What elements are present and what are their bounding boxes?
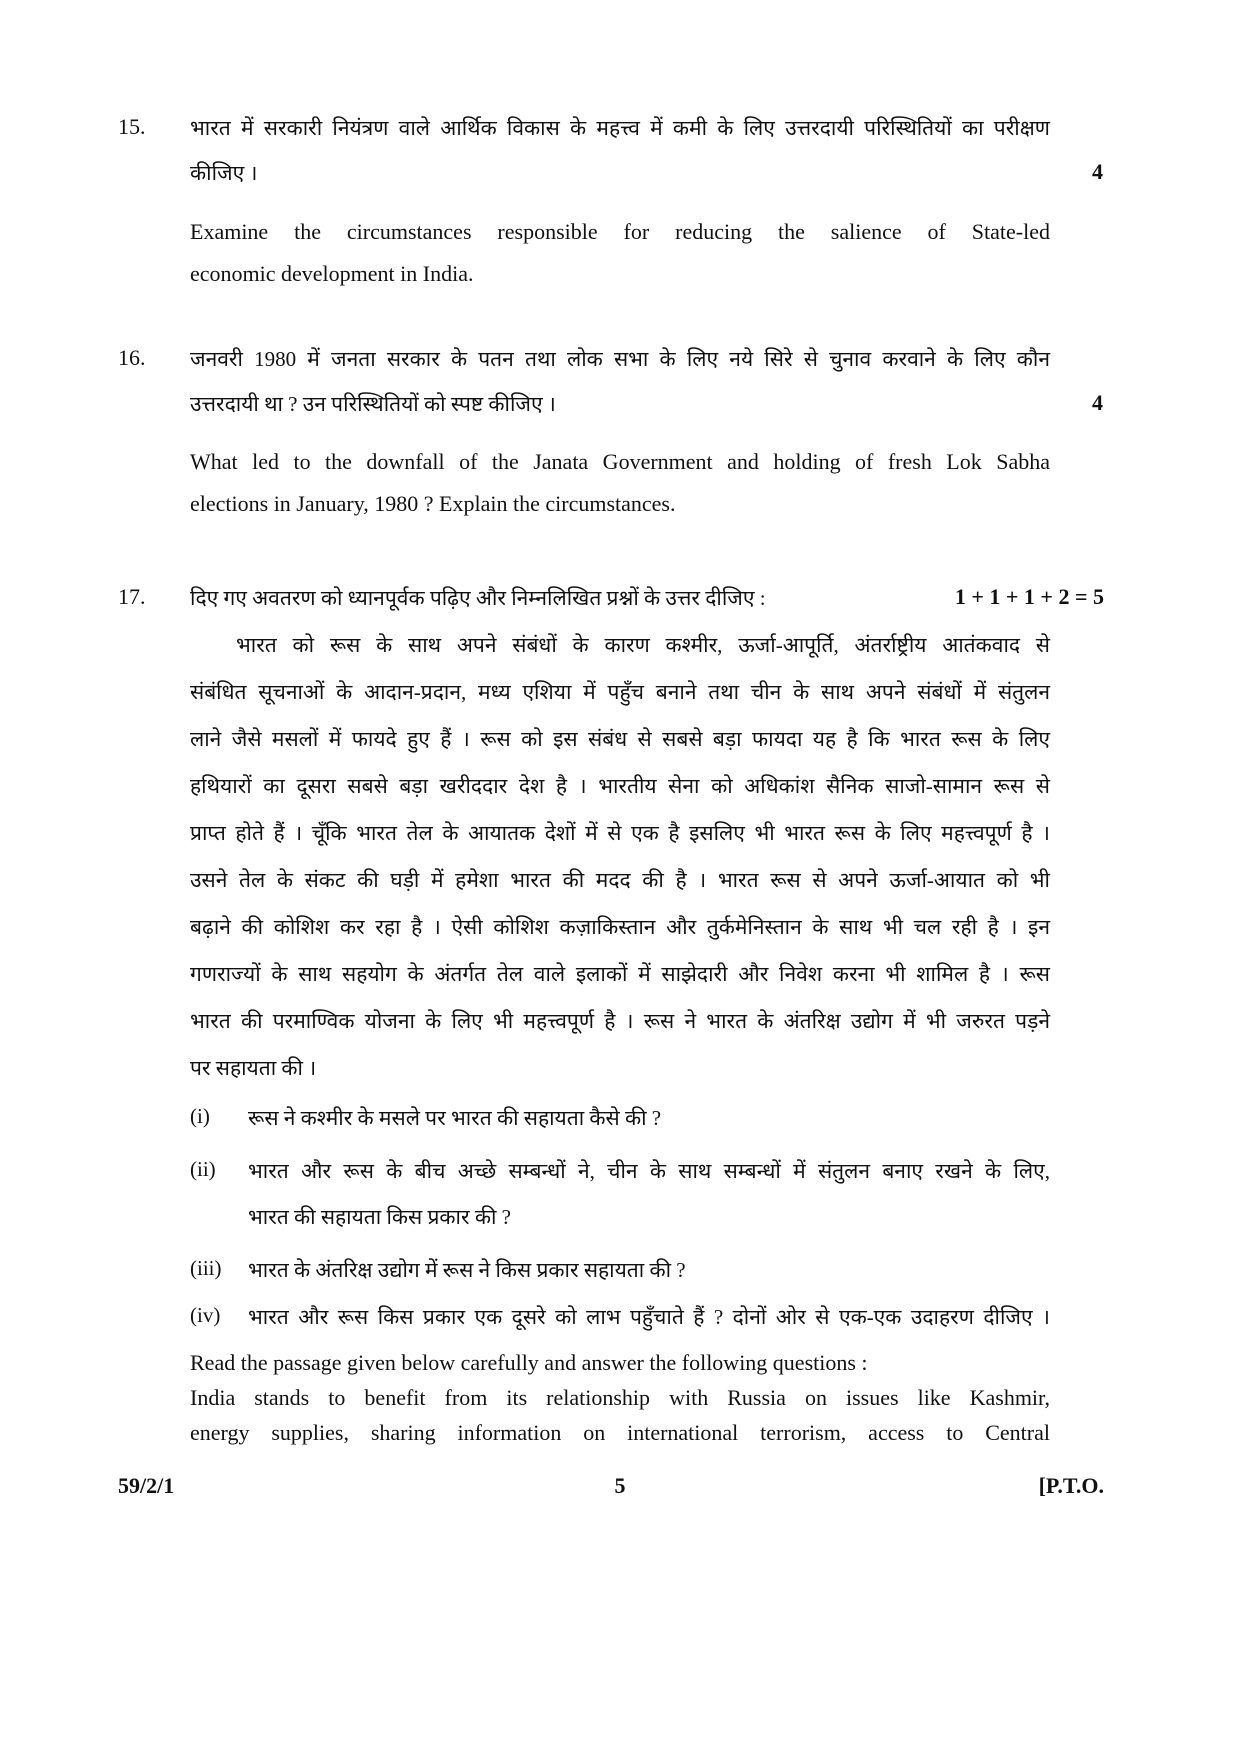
question-17-instruction: दिए गए अवतरण को ध्यानपूर्वक पढ़िए और निम्नलिखित प्रश्नों के उत्तर दीजिए : (190, 586, 766, 610)
sub-question-label: (ii) (190, 1157, 216, 1181)
sub-question-text: भारत और रूस के बीच अच्छे सम्बन्धों ने, चीन के साथ सम्बन्धों में संतुलन बनाए रखने के लिए, (248, 1159, 1050, 1183)
question-16-marks: 4 (1092, 390, 1103, 415)
passage-hindi-line: संबंधित सूचनाओं के आदान-प्रदान, मध्य एशिया में पहुँच बनाने तथा चीन के साथ अपने संबंधों में संतुलन (190, 680, 1050, 704)
sub-question-text: भारत के अंतरिक्ष उद्योग में रूस ने किस प्रकार सहायता की ? (248, 1258, 686, 1282)
sub-question-label: (iv) (190, 1303, 221, 1327)
question-17-number: 17. (118, 584, 146, 609)
question-16-hindi-line: जनवरी 1980 में जनता सरकार के पतन तथा लोक सभा के लिए नये सिरे से चुनाव करवाने के लिए कौन (190, 347, 1050, 371)
sub-question-text: रूस ने कश्मीर के मसले पर भारत की सहायता कैसे की ? (248, 1106, 662, 1130)
passage-hindi-line: पर सहायता की । (190, 1056, 317, 1080)
question-15-english-line: economic development in India. (190, 261, 474, 286)
question-15-number: 15. (118, 114, 146, 139)
passage-hindi-line: गणराज्यों के साथ सहयोग के अंतर्गत तेल वाले इलाकों में साझेदारी और निवेश करना भी शामिल है । रूस (190, 962, 1050, 986)
question-16-english-line: elections in January, 1980 ? Explain the circumstances. (190, 491, 676, 516)
passage-hindi-line: लाने जैसे मसलों में फायदे हुए हैं । रूस को इस संबंध से सबसे बड़ा फायदा यह है कि भारत रूस के लिए (190, 727, 1050, 751)
sub-question-label: (iii) (190, 1256, 222, 1280)
passage-english-line: India stands to benefit from its relationship with Russia on issues like Kashmir, (190, 1385, 1050, 1410)
english-instruction: Read the passage given below carefully and answer the following questions : (190, 1350, 868, 1375)
page-number: 5 (614, 1473, 626, 1498)
question-16-number: 16. (118, 345, 146, 370)
question-15-hindi-line: भारत में सरकारी नियंत्रण वाले आर्थिक विकास के महत्त्व में कमी के लिए उत्तरदायी परिस्थितियों का परीक्षण (190, 116, 1050, 140)
question-15-marks: 4 (1092, 159, 1103, 184)
question-16-english-line: What led to the downfall of the Janata Government and holding of fresh Lok Sabha (190, 449, 1050, 474)
passage-hindi-line: हथियारों का दूसरा सबसे बड़ा खरीददार देश है । भारतीय सेना को अधिकांश सैनिक साजो-सामान रूस से (190, 774, 1050, 798)
passage-hindi-line: बढ़ाने की कोशिश कर रहा है । ऐसी कोशिश कज़ाकिस्तान और तुर्कमेनिस्तान के साथ भी चल रही है । इन (190, 915, 1050, 939)
paper-code: 59/2/1 (118, 1473, 175, 1498)
question-16-hindi-line: उत्तरदायी था ? उन परिस्थितियों को स्पष्ट कीजिए । (190, 392, 556, 416)
passage-hindi-line: भारत को रूस के साथ अपने संबंधों के कारण कश्मीर, ऊर्जा-आपूर्ति, अंतर्राष्ट्रीय आतंकवाद से (236, 633, 1050, 657)
question-15-hindi-line: कीजिए । (190, 161, 258, 185)
sub-question-label: (i) (190, 1104, 210, 1128)
passage-hindi-line: उसने तेल के संकट की घड़ी में हमेशा भारत की मदद की है । भारत रूस से अपने ऊर्जा-आयात को भी (190, 868, 1050, 892)
question-17-marks: 1 + 1 + 1 + 2 = 5 (954, 584, 1104, 609)
question-15-english-line: Examine the circumstances responsible for reducing the salience of State-led (190, 219, 1050, 244)
passage-hindi-line: प्राप्त होते हैं । चूँकि भारत तेल के आयातक देशों में से एक है इसलिए भी भारत रूस के लिए महत्त्वपूर्ण है । (190, 821, 1050, 845)
passage-english-line: energy supplies, sharing information on international terrorism, access to Central (190, 1420, 1050, 1445)
pto-label: [P.T.O. (1038, 1473, 1104, 1498)
sub-question-text: भारत की सहायता किस प्रकार की ? (248, 1205, 511, 1229)
sub-question-text: भारत और रूस किस प्रकार एक दूसरे को लाभ पहुँचाते हैं ? दोनों ओर से एक-एक उदाहरण दीजिए । (248, 1305, 1050, 1329)
passage-hindi-line: भारत की परमाण्विक योजना के लिए भी महत्त्वपूर्ण है । रूस ने भारत के अंतरिक्ष उद्योग में भी जरुरत पड़ने (190, 1009, 1050, 1033)
